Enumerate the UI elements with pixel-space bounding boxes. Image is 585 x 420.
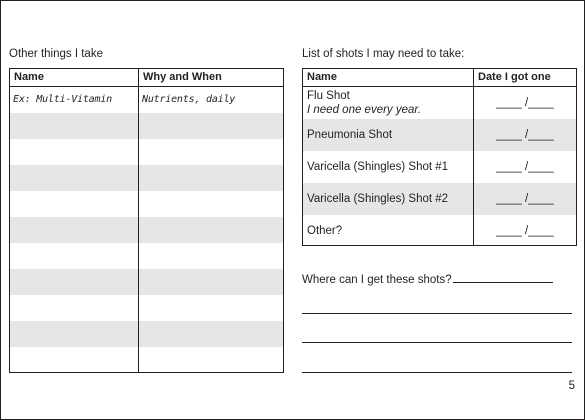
- blank-row: [10, 113, 283, 139]
- why-when-cell[interactable]: [139, 321, 283, 347]
- blank-row: [10, 243, 283, 269]
- shot-row-flu: [303, 87, 576, 119]
- other-things-heading: Other things I take: [9, 48, 103, 60]
- why-when-cell[interactable]: [139, 113, 283, 139]
- example-row: [10, 87, 283, 113]
- shot-name: Other?: [307, 224, 343, 237]
- shot-name: Varicella (Shingles) Shot #1: [307, 161, 449, 173]
- shot-name: Varicella (Shingles) Shot #2: [307, 193, 449, 205]
- other-things-table: [9, 68, 284, 373]
- shot-name: Pneumonia Shot: [307, 129, 393, 141]
- where-shots-label: Where can I get these shots?: [302, 274, 452, 286]
- shots-table: [302, 68, 577, 246]
- shot-row-pneumonia: [303, 119, 576, 151]
- example-why-cell: Nutrients, daily: [142, 94, 236, 105]
- blank-row: [10, 321, 283, 347]
- name-cell[interactable]: [10, 191, 139, 217]
- blank-row: [10, 217, 283, 243]
- blank-row: [10, 269, 283, 295]
- shots-heading: List of shots I may need to take:: [302, 48, 465, 60]
- name-cell[interactable]: [10, 269, 139, 295]
- page-number: 5: [568, 380, 575, 392]
- name-cell[interactable]: [10, 321, 139, 347]
- blank-row: [10, 295, 283, 321]
- date-field[interactable]: ____ /____: [496, 129, 554, 141]
- blank-row: [10, 139, 283, 165]
- blank-row: [10, 191, 283, 217]
- shots-header-row: [303, 69, 576, 87]
- name-cell[interactable]: [10, 295, 139, 321]
- date-field[interactable]: ____ /____: [496, 193, 554, 205]
- shot-name: Flu Shot: [307, 90, 350, 102]
- date-field[interactable]: ____ /____: [496, 224, 554, 237]
- where-shots-question: [302, 271, 553, 286]
- name-cell[interactable]: [10, 347, 139, 372]
- why-when-cell[interactable]: [139, 347, 283, 372]
- name-cell[interactable]: [10, 217, 139, 243]
- name-cell[interactable]: [10, 165, 139, 191]
- example-name-cell: Ex: Multi-Vitamin: [10, 87, 139, 113]
- date-field[interactable]: ____ /____: [496, 161, 554, 173]
- date-field[interactable]: ____ /____: [496, 97, 554, 109]
- other-things-rows: [10, 87, 283, 372]
- answer-line[interactable]: [302, 313, 572, 314]
- name-cell[interactable]: [10, 139, 139, 165]
- why-when-cell[interactable]: [139, 191, 283, 217]
- shot-row-shingles-2: [303, 183, 576, 215]
- column-header-name: Name: [303, 69, 474, 86]
- why-when-cell[interactable]: [139, 217, 283, 243]
- name-cell[interactable]: [10, 113, 139, 139]
- why-when-cell[interactable]: [139, 139, 283, 165]
- column-header-date: Date I got one: [478, 71, 551, 83]
- answer-line[interactable]: [453, 271, 553, 283]
- why-when-cell[interactable]: [139, 269, 283, 295]
- why-when-cell[interactable]: [139, 243, 283, 269]
- shot-note: I need one every year.: [307, 104, 422, 116]
- answer-line[interactable]: [302, 372, 572, 373]
- blank-row: [10, 165, 283, 191]
- answer-line[interactable]: [302, 342, 572, 343]
- shot-row-shingles-1: [303, 151, 576, 183]
- why-when-cell[interactable]: [139, 295, 283, 321]
- blank-row: [10, 347, 283, 372]
- why-when-cell[interactable]: [139, 165, 283, 191]
- name-cell[interactable]: [10, 243, 139, 269]
- other-things-header-row: [10, 69, 283, 87]
- column-header-why-when: Why and When: [143, 71, 222, 83]
- shot-row-other: [303, 215, 576, 246]
- column-header-name: Name: [10, 69, 139, 86]
